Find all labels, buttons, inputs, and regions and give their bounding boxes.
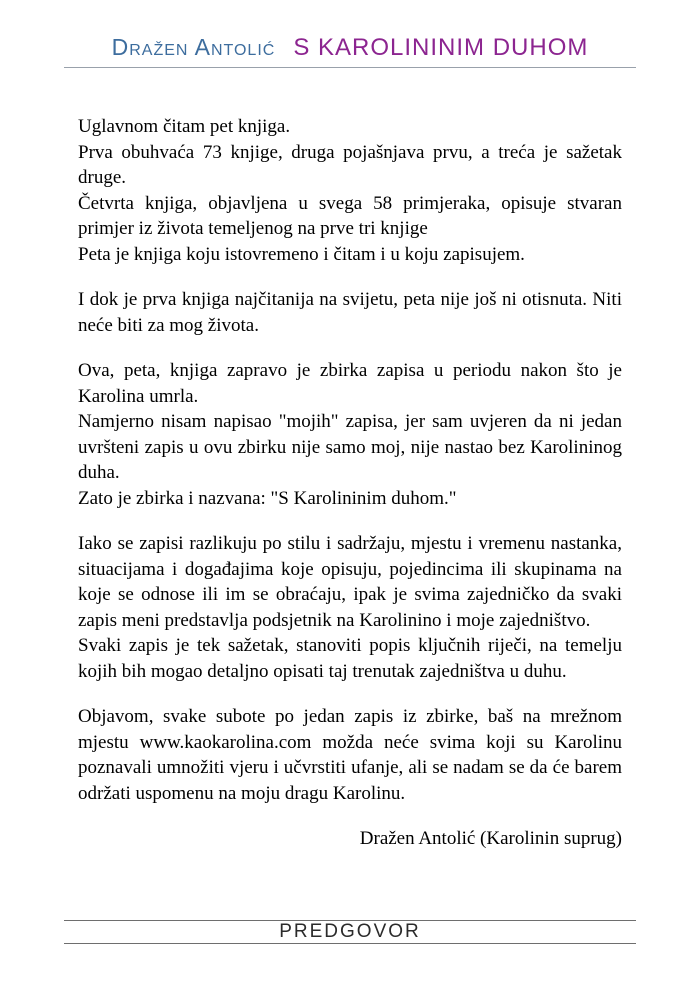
paragraphs-container: [78, 114, 622, 806]
paragraph-block: [78, 287, 622, 338]
paragraph-line: Prva obuhvaća 73 knjige, druga pojašnjava prvu, a treća je sažetak druge.: [78, 141, 622, 188]
paragraph-line: Peta je knjiga koju istovremeno i čitam i u koju zapisujem.: [78, 243, 525, 265]
paragraph-line: Objavom, svake subote po jedan zapis iz zbirke, baš na mrežnom mjestu www.kaokarolina.com možda neće svima koji su Karolinu poznavali umnožiti vjeru i učvrstiti ufanje, ali se nadam se da će barem održati uspomenu na moju dragu Karolinu.: [78, 706, 622, 804]
book-title: S KAROLININIM DUHOM: [293, 34, 589, 61]
paragraph-line: Četvrta knjiga, objavljena u svega 58 primjeraka, opisuje stvaran primjer iz života temeljenog na prve tri knjige: [78, 192, 622, 239]
preface-text: [78, 114, 622, 852]
paragraph-line: Ova, peta, knjiga zapravo je zbirka zapisa u periodu nakon što je Karolina umrla.: [78, 360, 622, 407]
chapter-title: PREDGOVOR: [279, 921, 421, 942]
header-divider: [64, 67, 636, 68]
chapter-footer: [64, 920, 636, 944]
paragraph-line: Iako se zapisi razlikuju po stilu i sadržaju, mjestu i vremenu nastanka, situacijama i događajima koje opisuju, pojedincima ili skupinama na koje se odnose ili im se obraćaju, ipak je svima zajedničko da svaki zapis meni predstavlja podsjetnik na Karolinino i moje zajedništvo.: [78, 533, 622, 631]
author-name: Dražen Antolić: [111, 34, 276, 60]
paragraph-block: [78, 531, 622, 684]
paragraph-line: Namjerno nisam napisao "mojih" zapisa, jer sam uvjeren da ni jedan uvršteni zapis u ovu zbirku nije samo moj, nije nastao bez Karolininog duha.: [78, 411, 622, 483]
paragraph-block: [78, 358, 622, 511]
paragraph-block: [78, 704, 622, 806]
signature: Dražen Antolić (Karolinin suprug): [359, 828, 622, 849]
page-header: [0, 34, 700, 62]
paragraph-line: Svaki zapis je tek sažetak, stanoviti popis ključnih riječi, na temelju kojih bih mogao detaljno opisati taj trenutak zajedništva u duhu.: [78, 635, 622, 682]
paragraph-line: Zato je zbirka i nazvana: "S Karolininim duhom.": [78, 487, 457, 509]
paragraph-line: Uglavnom čitam pet knjiga.: [78, 116, 291, 137]
paragraph-line: I dok je prva knjiga najčitanija na svijetu, peta nije još ni otisnuta. Niti neće biti za mog života.: [78, 289, 622, 336]
paragraph-block: [78, 114, 622, 267]
